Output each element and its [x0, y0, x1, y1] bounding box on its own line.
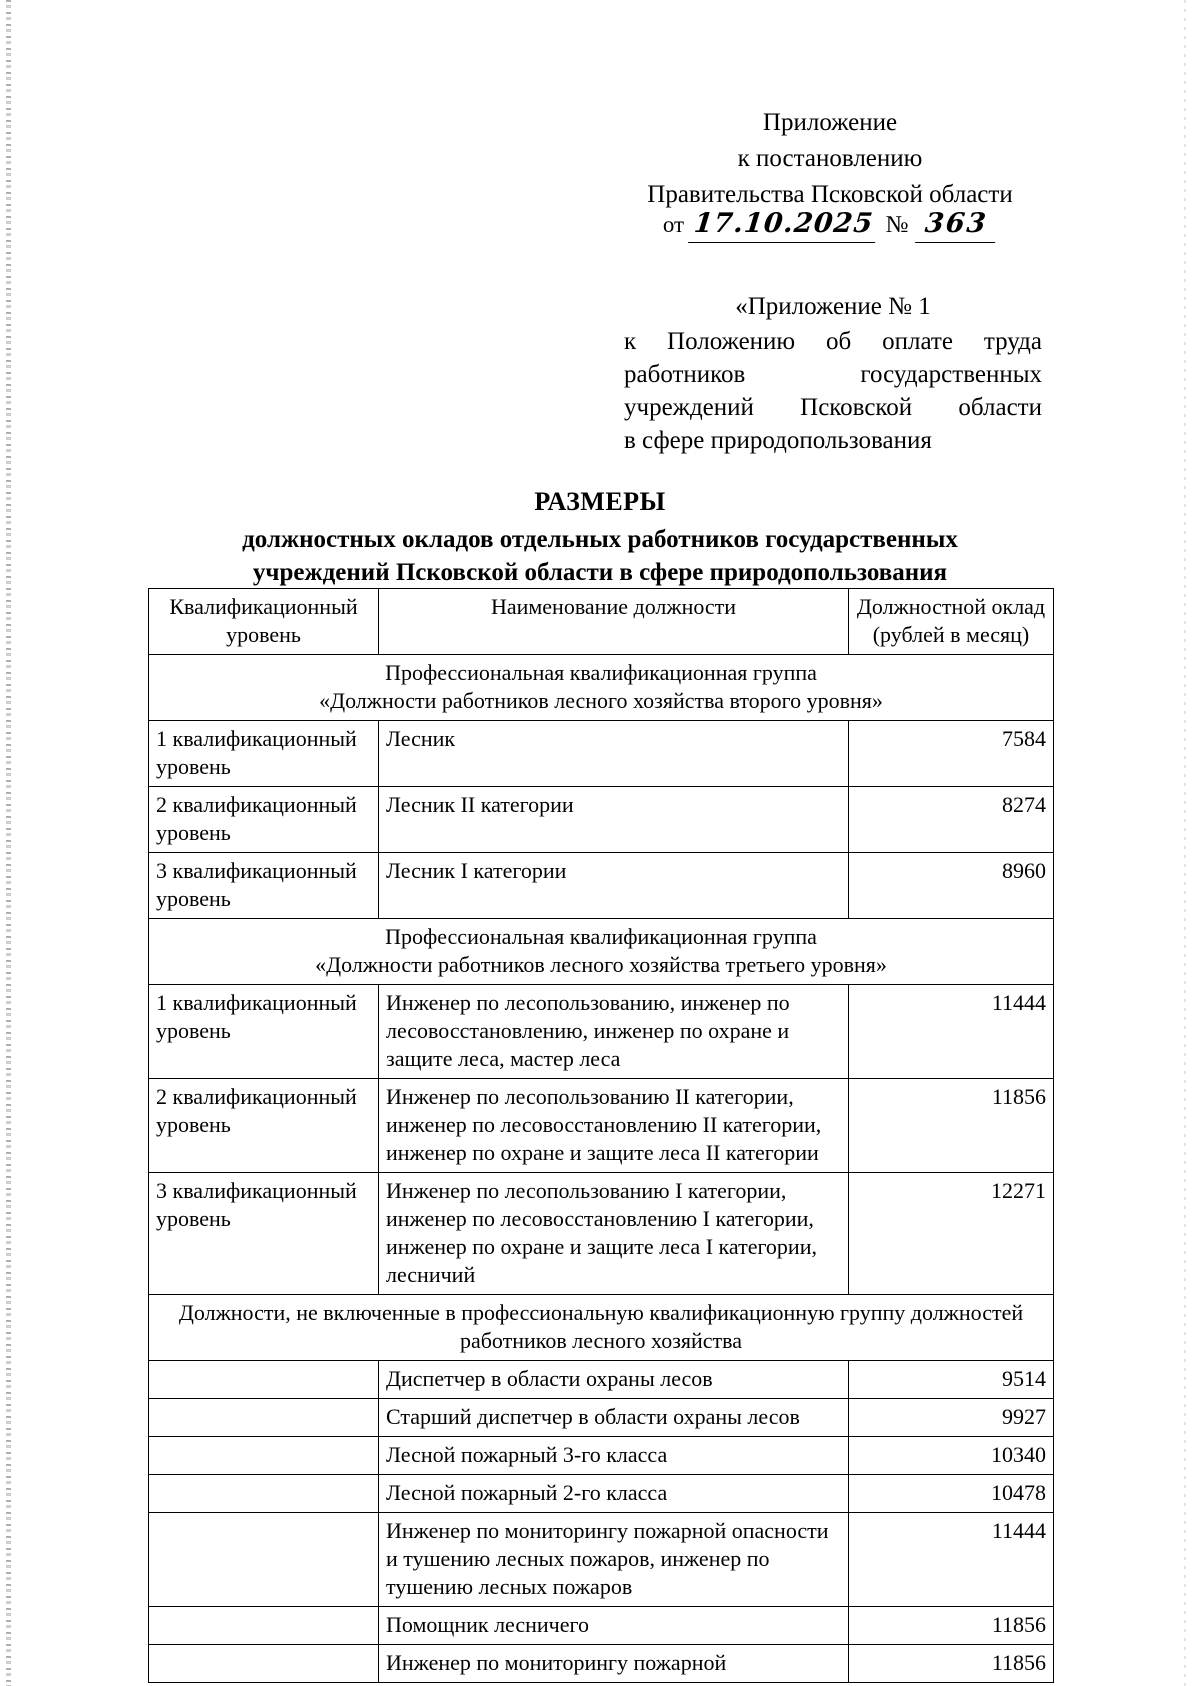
table-row [149, 1361, 1054, 1399]
decree-date-line [620, 207, 1040, 243]
reference-line-2 [624, 358, 1042, 391]
group-header-cell [149, 919, 1054, 985]
cell-qualification-level: 1 квалификационный уровень [149, 721, 379, 787]
table-row [149, 1607, 1054, 1645]
reference-word-pskovskoy: Псковской [800, 394, 913, 421]
reference-word-polozheniyu: Положению [667, 328, 796, 355]
number-sign: № [885, 212, 909, 238]
cell-qualification-level [149, 1361, 379, 1399]
cell-qualification-level: 1 квалификационный уровень [149, 985, 379, 1079]
appendix-reference-block [624, 290, 1042, 457]
reference-word-truda: труда [983, 328, 1042, 355]
cell-qualification-level [149, 1475, 379, 1513]
cell-position-name: Помощник лесничего [379, 1607, 849, 1645]
cell-position-name: Инженер по мониторингу пожарной [379, 1645, 849, 1683]
cell-salary: 8960 [849, 853, 1054, 919]
cell-qualification-level: 2 квалификационный уровень [149, 1079, 379, 1173]
cell-position-name: Инженер по лесопользованию I категории, инженер по лесовосстановлению I категории, инженер по охране и защите леса I категории, лесничий [379, 1173, 849, 1295]
group-header-row [149, 655, 1054, 721]
reference-word-gosudarstvennyh: государственных [860, 361, 1042, 388]
cell-salary: 12271 [849, 1173, 1054, 1295]
cell-position-name: Старший диспетчер в области охраны лесов [379, 1399, 849, 1437]
table-row [149, 853, 1054, 919]
salary-table [148, 588, 1054, 1683]
cell-qualification-level: 2 квалификационный уровень [149, 787, 379, 853]
cell-qualification-level: 3 квалификационный уровень [149, 1173, 379, 1295]
reference-line-4: в сфере природопользования [624, 427, 932, 454]
reference-word-oblasti: области [958, 394, 1042, 421]
appendix-reference-title: «Приложение № 1 [735, 293, 931, 320]
cell-salary: 11856 [849, 1645, 1054, 1683]
group-header-line-1: Профессиональная квалификационная группа [385, 660, 817, 685]
appendix-header [620, 105, 1040, 213]
column-header-qualification-level: Квалификационный уровень [149, 589, 379, 655]
table-row [149, 1079, 1054, 1173]
handwritten-decree-number: 363 [915, 207, 999, 243]
group-header-row [149, 919, 1054, 985]
cell-qualification-level [149, 1645, 379, 1683]
table-row [149, 1399, 1054, 1437]
page-subtitle-line-1: должностных окладов отдельных работников государственных [242, 526, 958, 553]
table-row [149, 1513, 1054, 1607]
table-row [149, 985, 1054, 1079]
appendix-header-line-2: к постановлению [737, 145, 923, 172]
table-header-row [149, 589, 1054, 655]
group-header-cell [149, 1295, 1054, 1361]
cell-salary: 9514 [849, 1361, 1054, 1399]
salary-table-body [149, 655, 1054, 1683]
cell-position-name: Лесник [379, 721, 849, 787]
group-header-line-2: работников лесного хозяйства [459, 1328, 743, 1353]
cell-salary: 10478 [849, 1475, 1054, 1513]
cell-salary: 11444 [849, 985, 1054, 1079]
cell-salary: 11856 [849, 1079, 1054, 1173]
group-header-line-1: Должности, не включенные в профессиональную квалификационную группу должностей [178, 1300, 1024, 1325]
cell-qualification-level [149, 1607, 379, 1645]
page-subtitle-line-2: учреждений Псковской области в сфере природопользования [252, 559, 948, 586]
group-header-cell [149, 655, 1054, 721]
reference-word-uchrezhdeniy: учреждений [624, 394, 754, 421]
cell-position-name: Инженер по лесопользованию, инженер по лесовосстановлению, инженер по охране и защите леса, мастер леса [379, 985, 849, 1079]
appendix-reference-paragraph [624, 325, 1042, 457]
cell-salary: 11444 [849, 1513, 1054, 1607]
table-row [149, 1173, 1054, 1295]
table-row [149, 787, 1054, 853]
cell-salary: 9927 [849, 1399, 1054, 1437]
cell-position-name: Лесной пожарный 2-го класса [379, 1475, 849, 1513]
reference-line-1 [624, 325, 1042, 358]
cell-salary: 8274 [849, 787, 1054, 853]
cell-position-name: Инженер по лесопользованию II категории, инженер по лесовосстановлению II категории, инженер по охране и защите леса II категории [379, 1079, 849, 1173]
reference-line-3 [624, 391, 1042, 424]
cell-salary: 7584 [849, 721, 1054, 787]
scan-edge-artifact-left [6, 0, 11, 1686]
cell-position-name: Лесник II категории [379, 787, 849, 853]
cell-salary: 11856 [849, 1607, 1054, 1645]
page-subtitle [150, 523, 1050, 589]
page-title: РАЗМЕРЫ [534, 487, 666, 516]
column-header-salary: Должностной оклад (рублей в месяц) [849, 589, 1054, 655]
table-row [149, 1645, 1054, 1683]
reference-word-rabotnikov: работников [624, 361, 746, 388]
cell-qualification-level [149, 1513, 379, 1607]
group-header-row [149, 1295, 1054, 1361]
date-prefix-label: от [662, 212, 685, 237]
appendix-header-line-1: Приложение [762, 109, 898, 136]
handwritten-date: 17.10.2025 [688, 207, 879, 243]
reference-word-oplate: оплате [882, 328, 953, 355]
group-header-line-2: «Должности работников лесного хозяйства третьего уровня» [315, 952, 887, 977]
salary-table-head [149, 589, 1054, 655]
cell-qualification-level [149, 1399, 379, 1437]
cell-position-name: Лесник I категории [379, 853, 849, 919]
cell-qualification-level [149, 1437, 379, 1475]
cell-position-name: Лесной пожарный 3-го класса [379, 1437, 849, 1475]
scan-edge-artifact-right [1184, 0, 1186, 1686]
cell-salary: 10340 [849, 1437, 1054, 1475]
reference-word-k: к [624, 328, 637, 355]
group-header-line-2: «Должности работников лесного хозяйства второго уровня» [319, 688, 883, 713]
salary-table-container [148, 588, 1053, 1683]
group-header-line-1: Профессиональная квалификационная группа [385, 924, 817, 949]
table-row [149, 1475, 1054, 1513]
cell-qualification-level: 3 квалификационный уровень [149, 853, 379, 919]
cell-position-name: Диспетчер в области охраны лесов [379, 1361, 849, 1399]
table-row [149, 1437, 1054, 1475]
reference-word-ob: об [826, 328, 852, 355]
appendix-header-line-3: Правительства Псковской области [647, 181, 1013, 208]
column-header-position-name: Наименование должности [379, 589, 849, 655]
table-row [149, 721, 1054, 787]
cell-position-name: Инженер по мониторингу пожарной опасности и тушению лесных пожаров, инженер по тушению лесных пожаров [379, 1513, 849, 1607]
